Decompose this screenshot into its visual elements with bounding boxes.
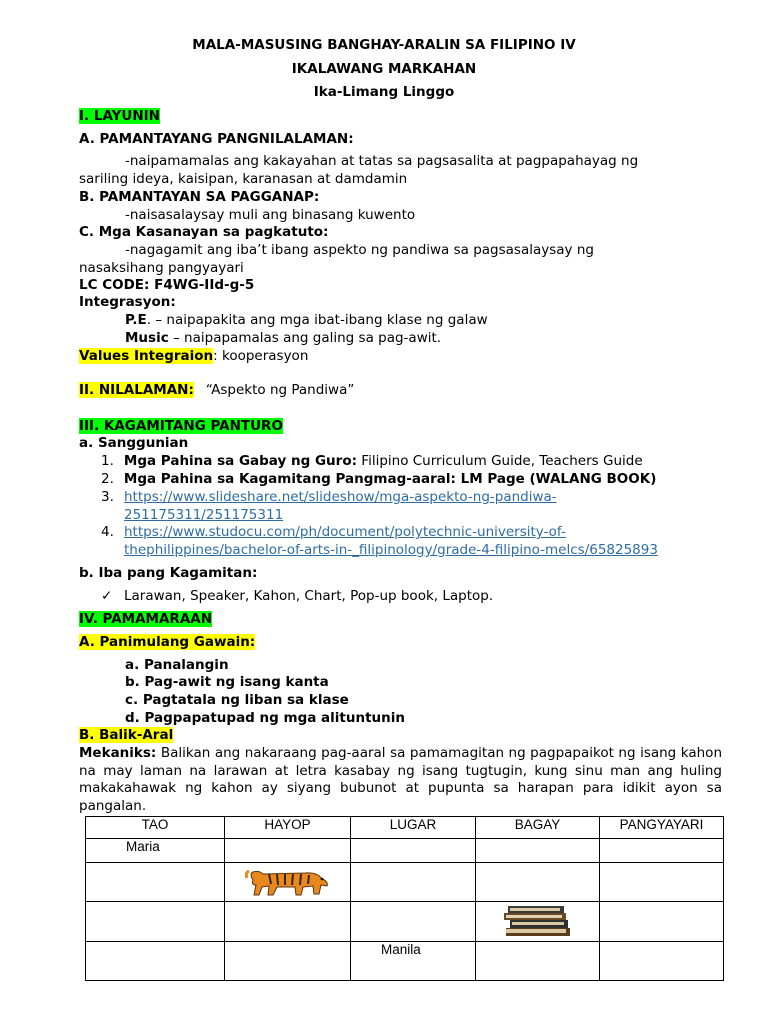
step-pagtatala: c. Pagtatala ng liban sa klase bbox=[125, 692, 349, 708]
reference-item-2: 2. Mga Pahina sa Kagamitang Pangmag-aaral: LM Page (WALANG BOOK) bbox=[101, 471, 657, 487]
panimulang-gawain-heading: A. Panimulang Gawain: bbox=[79, 634, 256, 650]
mekaniks-paragraph: Mekaniks: Balikan ang nakaraang pag-aaral sa pamamagitan ng pagpapaikot ng isang kahon na may laman na larawan at letra kasabay ng isang tugtugin, kung sinu man ang huling makakahawak ng kahon ay siyang bubunot at pupunta sa harapan para idikit ayon sa pangalan. bbox=[79, 745, 722, 814]
tiger-icon bbox=[245, 864, 331, 898]
integrasyon-music: Music – naipapamalas ang galing sa pag-awit. bbox=[125, 330, 442, 346]
step-panalangin: a. Panalangin bbox=[125, 657, 229, 673]
iba-pang-kagamitan-heading: b. Iba pang Kagamitan: bbox=[79, 565, 258, 581]
kasanayan-text-1: -nagagamit ang iba’t ibang aspekto ng pandiwa sa pagsasalaysay ng bbox=[125, 242, 594, 258]
header-bagay: BAGAY bbox=[476, 817, 600, 839]
cell-tiger bbox=[225, 863, 351, 902]
pamantayang-pangnilalaman-text-1: -naipamamalas ang kakayahan at tatas sa pagsasalita at pagpapahayag ng bbox=[125, 153, 639, 169]
table-cell bbox=[86, 942, 225, 981]
table-cell bbox=[86, 902, 225, 942]
table-row bbox=[86, 863, 724, 902]
reference-item-4: 4. bbox=[101, 524, 114, 540]
integrasyon-pe: P.E. – naipapakita ang mga ibat-ibang klase ng galaw bbox=[125, 312, 488, 328]
cell-manila: Manila bbox=[351, 942, 476, 981]
section-pamamaraan-heading: IV. PAMAMARAAN bbox=[79, 611, 213, 627]
checkmark-icon: ✓ bbox=[101, 588, 113, 604]
header-pangyayari: PANGYAYARI bbox=[600, 817, 724, 839]
pamantayang-pangnilalaman-heading: A. PAMANTAYANG PANGNILALAMAN: bbox=[79, 131, 354, 147]
reference-link-slideshare-2[interactable]: 251175311/251175311 bbox=[124, 507, 284, 523]
doc-quarter: IKALAWANG MARKAHAN bbox=[291, 61, 477, 77]
balik-aral-heading: B. Balik-Aral bbox=[79, 727, 174, 743]
table-cell bbox=[600, 863, 724, 902]
table-row bbox=[86, 902, 724, 942]
table-cell bbox=[225, 942, 351, 981]
cell-maria: Maria bbox=[86, 839, 225, 863]
table-cell bbox=[476, 942, 600, 981]
reference-link-studocu-1[interactable]: https://www.studocu.com/ph/document/polytechnic-university-of- bbox=[124, 524, 566, 540]
integrasyon-heading: Integrasyon: bbox=[79, 294, 176, 310]
kasanayan-text-2: nasaksihang pangyayari bbox=[79, 260, 244, 276]
table-cell bbox=[225, 902, 351, 942]
table-cell bbox=[476, 863, 600, 902]
reference-link-studocu-2[interactable]: thephilippines/bachelor-of-arts-in-_filipinology/grade-4-filipino-melcs/65825893 bbox=[124, 542, 658, 558]
books-icon bbox=[498, 902, 578, 938]
reference-link-slideshare-1[interactable]: https://www.slideshare.net/slideshow/mga-aspekto-ng-pandiwa- bbox=[124, 489, 557, 505]
section-layunin-heading: I. LAYUNIN bbox=[79, 108, 160, 124]
doc-week: Ika-Limang Linggo bbox=[313, 84, 455, 100]
table-cell bbox=[351, 839, 476, 863]
step-pag-awit: b. Pag-awit ng isang kanta bbox=[125, 674, 329, 690]
values-integration: Values Integraion: kooperasyon bbox=[79, 348, 309, 364]
sanggunian-heading: a. Sanggunian bbox=[79, 435, 189, 451]
pamantayang-pangnilalaman-text-2: sariling ideya, kaisipan, karanasan at damdamin bbox=[79, 171, 408, 187]
section-nilalaman: II. NILALAMAN: “Aspekto ng Pandiwa” bbox=[79, 382, 355, 398]
table-row bbox=[86, 942, 724, 981]
header-tao: TAO bbox=[86, 817, 225, 839]
table-header-row bbox=[86, 817, 724, 839]
table-cell bbox=[225, 839, 351, 863]
kasanayan-heading: C. Mga Kasanayan sa pagkatuto: bbox=[79, 224, 329, 240]
cell-books bbox=[476, 902, 600, 942]
table-cell bbox=[351, 863, 476, 902]
doc-title: MALA-MASUSING BANGHAY-ARALIN SA FILIPINO IV bbox=[192, 37, 576, 53]
header-lugar: LUGAR bbox=[351, 817, 476, 839]
table-cell bbox=[600, 839, 724, 863]
lc-code: LC CODE: F4WG-IId-g-5 bbox=[79, 277, 255, 293]
table-cell bbox=[600, 902, 724, 942]
table-cell bbox=[351, 902, 476, 942]
table-cell bbox=[600, 942, 724, 981]
table-row bbox=[86, 839, 724, 863]
section-kagamitan-heading: III. KAGAMITANG PANTURO bbox=[79, 418, 283, 434]
table-cell bbox=[86, 863, 225, 902]
reference-item-3: 3. bbox=[101, 489, 114, 505]
header-hayop: HAYOP bbox=[225, 817, 351, 839]
pamantayan-sa-pagganap-text: -naisasalaysay muli ang binasang kuwento bbox=[125, 207, 416, 223]
iba-pang-kagamitan-text: Larawan, Speaker, Kahon, Chart, Pop-up book, Laptop. bbox=[124, 588, 494, 604]
balik-aral-table bbox=[85, 816, 724, 981]
reference-item-1: 1. Mga Pahina sa Gabay ng Guro: Filipino Curriculum Guide, Teachers Guide bbox=[101, 453, 643, 469]
pamantayan-sa-pagganap-heading: B. PAMANTAYAN SA PAGGANAP: bbox=[79, 189, 320, 205]
table-cell bbox=[476, 839, 600, 863]
step-alituntunin: d. Pagpapatupad ng mga alituntunin bbox=[125, 710, 406, 726]
